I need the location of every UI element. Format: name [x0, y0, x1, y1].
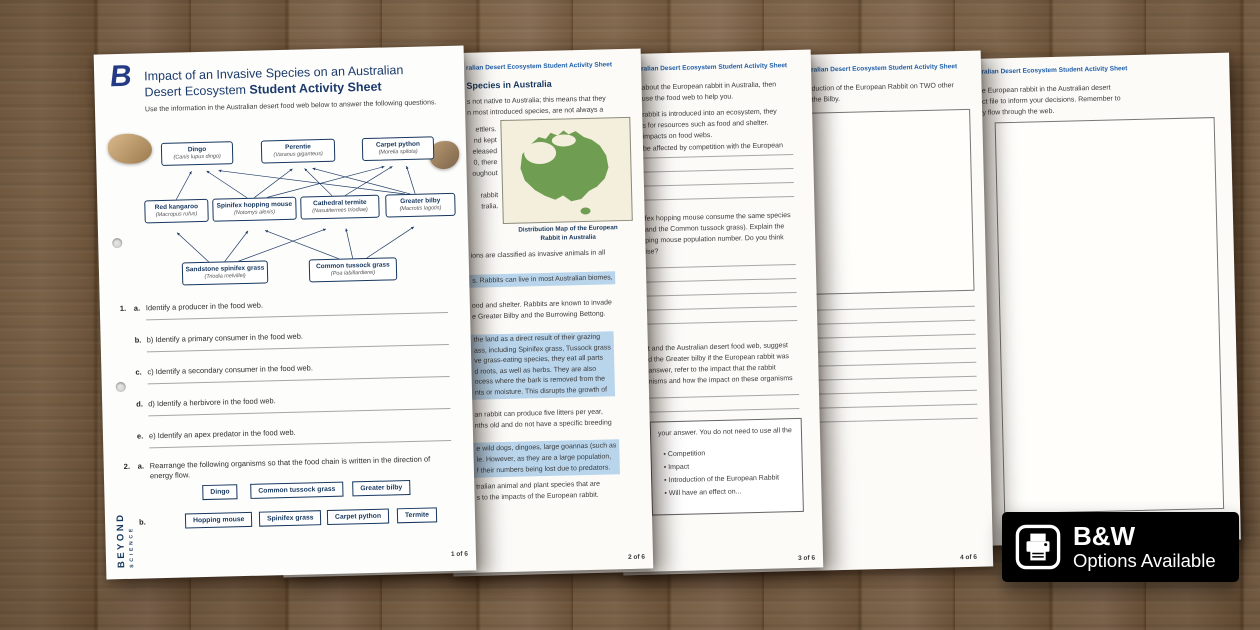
highlighted-text: e wild dogs, dingoes, large goannas (such as le. However, as they are a large population, f their numbers being lost due to predators.: [473, 439, 620, 478]
question-label: d.: [136, 399, 143, 409]
foodweb-node-tussock-grass: Common tussock grass (Poa labillardierei): [309, 257, 398, 282]
foodweb-node-carpet-python: Carpet python (Morelia spilota): [362, 136, 435, 161]
highlighted-text: s. Rabbits can live in most Australian biomes,: [469, 271, 616, 288]
page-number: 4 of 6: [959, 553, 978, 562]
question-label: a.: [137, 461, 145, 471]
page-header: ralian Desert Ecosystem Student Activity Sheet: [465, 61, 613, 72]
hole-punch-bottom: [116, 382, 126, 392]
answer-line: [644, 168, 794, 173]
question-number: 1.: [119, 303, 127, 314]
page-header: ralian Desert Ecosystem Student Activity Sheet: [640, 62, 788, 73]
info-text-fragment: ood and shelter. Rabbits are known to invade e Greater Bilby and the Burrowing Bettong.: [471, 299, 612, 321]
answer-line: [147, 344, 449, 352]
question-text-fragment: be affected by competition with the European: [642, 142, 784, 153]
distribution-map: [500, 117, 633, 244]
option-box: Termite: [397, 507, 437, 523]
question-text-fragment: e European rabbit in the Australian desert ct file to inform your decisions. Remember to y flow through the web.: [981, 84, 1121, 117]
question-label: b.: [138, 517, 146, 527]
info-text-fragment: tralian animal and plant species that are s to the impacts of the European rabbit.: [476, 480, 601, 502]
badge-subtitle: Options Available: [1073, 549, 1216, 571]
page-header: ralian Desert Ecosystem Student Activity Sheet: [981, 65, 1128, 76]
question-text-fragment: fex hopping mouse consume the same species and the Common tussock grass). Explain the ping mouse population number. Do you think ise?: [644, 212, 791, 256]
foodweb-node-spinifex-grass: Sandstone spinifex grass (Triodia melvillei): [182, 260, 269, 285]
answer-line: [646, 264, 796, 269]
question-label: a.: [133, 303, 141, 313]
answer-line: [649, 394, 799, 399]
page-number: 3 of 6: [797, 554, 816, 563]
option-box: Common tussock grass: [250, 482, 343, 499]
bw-options-badge: [1002, 512, 1239, 582]
food-web-drawing-box: [995, 117, 1225, 514]
option-box: Spinifex grass: [259, 510, 322, 527]
answer-line: [148, 376, 450, 384]
answer-line: [644, 182, 794, 187]
answer-line: [647, 292, 797, 297]
option-box: Dingo: [202, 484, 238, 500]
brand-vertical: BEYOND SCIENCE: [114, 512, 136, 569]
printer-icon: [1015, 524, 1061, 570]
badge-title: B&W: [1073, 520, 1136, 551]
question-text: Rearrange the following organisms so that the food chain is written in the direction of energy flow.: [149, 454, 431, 481]
answer-line: [647, 320, 797, 325]
option-box: Carpet python: [327, 509, 389, 526]
answer-line: [646, 278, 796, 283]
question-label: b.: [134, 335, 142, 345]
answer-line: [149, 440, 451, 448]
map-caption: Distribution Map of the European Rabbit in Australia: [518, 224, 618, 242]
info-text-fragment: ions are classified as invasive animals in all: [470, 249, 606, 260]
word-bank-bullets: • Competition • Impact • Introduction of the European Rabbit • Will have an effect on...: [663, 450, 780, 498]
question-text: d) Identify a herbivore in the food web.: [148, 396, 276, 409]
foodweb-node-red-kangaroo: Red kangaroo (Macropus rufus): [144, 199, 209, 224]
badge-text: [1073, 520, 1216, 572]
highlighted-text: the land as a direct result of their grazing ass, including Spinifex grass, Tussock grass ve grass-eating species, they eat all parts d roots, as well as herbs. They are also ocess where the bark is removed from the nts or moisture. This disrupts the growth of: [471, 331, 615, 399]
foodweb-node-perentie: Perentie (Varanus giganteus): [261, 139, 336, 164]
beyond-logo: B: [108, 59, 134, 94]
question-text: b) Identify a primary consumer in the food web.: [146, 331, 304, 345]
answer-line: [148, 408, 450, 416]
page-number: 2 of 6: [627, 553, 646, 562]
info-text-fragment: ettlers. nd kept eleased 0, there oughout rabbit tralia.: [472, 126, 499, 211]
worksheet-page-1: [94, 46, 477, 580]
foodweb-node-greater-bilby: Greater bilby (Macrotis lagotis): [385, 193, 456, 218]
australia-map-graphic: [501, 118, 631, 223]
question-text-fragment: about the European rabbit in Australia, then use the food web to help you.: [641, 81, 777, 103]
answer-line: [643, 154, 793, 159]
question-text-fragment: duction of the European Rabbit on TWO other the Bilby.: [811, 82, 954, 104]
worksheet-title: Impact of an Invasive Species on an Australian Desert Ecosystem Student Activity Sheet: [144, 63, 404, 100]
foodweb-node-hopping-mouse: Spinifex hopping mouse (Notomys alexis): [212, 197, 297, 222]
foodweb-node-dingo: Dingo (Canis lupus dingo): [161, 141, 234, 166]
question-label: c.: [135, 367, 142, 377]
word-bank-box: [650, 418, 804, 516]
info-text-fragment: s not native to Australia; this means that they n most introduced species, are not always a: [466, 95, 606, 117]
answer-line: [649, 408, 799, 413]
question-text: c) Identify a secondary consumer in the food web.: [147, 363, 313, 377]
option-box: Greater bilby: [352, 480, 410, 496]
answer-line: [647, 306, 797, 311]
info-text-fragment: an rabbit can produce five litters per year, nths old and do not have a specific breeding: [474, 408, 612, 430]
answer-line: [146, 312, 448, 320]
foodweb-node-cathedral-termite: Cathedral termite (Nasutitermes triodiae): [300, 195, 380, 220]
question-text-fragment: t and the Australian desert food web, suggest d the Greater bilby if the European rabbit was answer, refer to the impact that the rabbit nisms and how the impact on these organisms: [647, 342, 793, 386]
section-heading: Species in Australia: [466, 78, 552, 91]
question-text: e) Identify an apex predator in the food web.: [148, 427, 296, 441]
intro-text: Use the information in the Australian desert food web below to answer the following questions.: [144, 99, 437, 114]
question-label: e.: [136, 431, 144, 441]
info-text-fragment: rabbit is introduced into an ecosystem, they s for resources such as food and shelter. impacts on food webs.: [642, 108, 777, 141]
australia-map: [500, 117, 633, 224]
answer-line: [644, 196, 794, 201]
page-number: 1 of 6: [450, 550, 469, 559]
question-text: Identify a producer in the food web.: [145, 300, 264, 313]
option-box: Hopping mouse: [185, 512, 253, 529]
word-bank-title: your answer. You do not need to use all the: [657, 427, 792, 438]
page-header: ralian Desert Ecosystem Student Activity Sheet: [810, 63, 958, 74]
question-number: 2.: [123, 461, 131, 471]
